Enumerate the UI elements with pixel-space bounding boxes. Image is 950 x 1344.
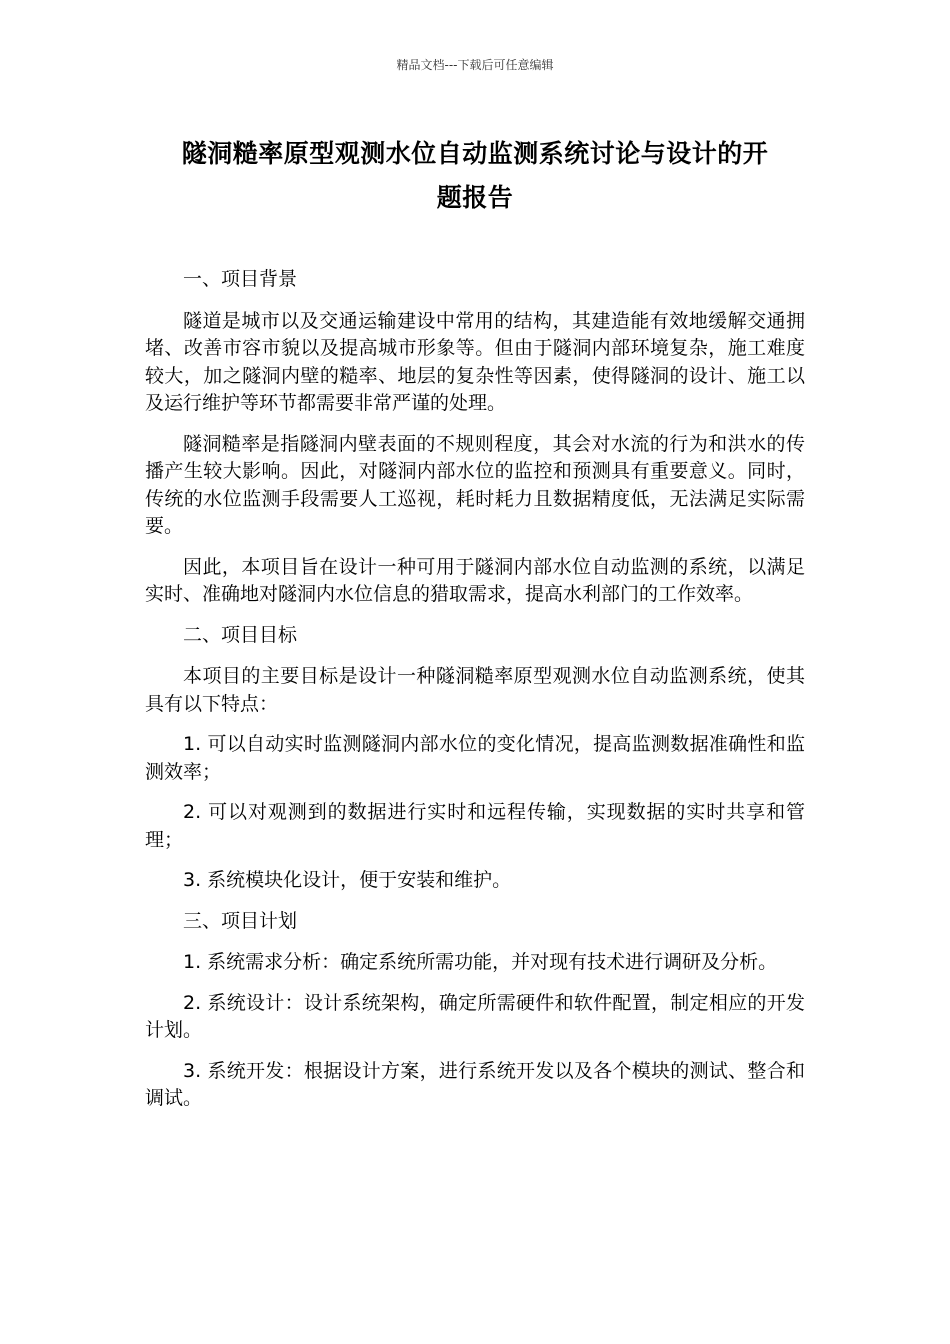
- paragraph-background-3: 因此，本项目旨在设计一种可用于隧洞内部水位自动监测的系统，以满足实时、准确地对隧洞内水位信息的猎取需求，提高水利部门的工作效率。: [145, 555, 805, 605]
- list-item-plan-1: 1. 系统需求分析：确定系统所需功能，并对现有技术进行调研及分析。: [183, 951, 778, 973]
- paragraph-background-1: 隧道是城市以及交通运输建设中常用的结构，其建造能有效地缓解交通拥堵、改善市容市貌以及提高城市形象等。但由于隧洞内部环境复杂，施工难度较大，加之隧洞内壁的糙率、地层的复杂性等因素，使得隧洞的设计、施工以及运行维护等环节都需要非常严谨的处理。: [145, 309, 805, 414]
- list-item-plan-3: 3. 系统开发：根据设计方案，进行系统开发以及各个模块的测试、整合和调试。: [145, 1059, 805, 1109]
- list-item-goal-3: 3. 系统模块化设计，便于安装和维护。: [183, 869, 512, 891]
- title-line-1: 隧洞糙率原型观测水位自动监测系统讨论与设计的开: [181, 139, 769, 168]
- section-heading-background: 一、项目背景: [183, 268, 298, 290]
- document-header-note: 精品文档---下载后可任意编辑: [396, 58, 554, 72]
- document-title: [138, 132, 812, 220]
- paragraph-goals-intro: 本项目的主要目标是设计一种隧洞糙率原型观测水位自动监测系统，使其具有以下特点：: [145, 665, 805, 715]
- list-item-goal-1: 1. 可以自动实时监测隧洞内部水位的变化情况，提高监测数据准确性和监测效率；: [145, 733, 805, 783]
- document-body: [145, 266, 805, 1126]
- section-heading-goals: 二、项目目标: [183, 623, 298, 646]
- title-line-2: 题报告: [436, 183, 514, 212]
- list-item-goal-2: 2. 可以对观测到的数据进行实时和远程传输，实现数据的实时共享和管理；: [145, 801, 805, 851]
- list-item-plan-2: 2. 系统设计：设计系统架构，确定所需硬件和软件配置，制定相应的开发计划。: [145, 991, 805, 1041]
- section-heading-plan: 三、项目计划: [183, 909, 298, 932]
- paragraph-background-2: 隧洞糙率是指隧洞内壁表面的不规则程度，其会对水流的行为和洪水的传播产生较大影响。因此，对隧洞内部水位的监控和预测具有重要意义。同时，传统的水位监测手段需要人工巡视，耗时耗力且数据精度低，无法满足实际需要。: [145, 432, 805, 537]
